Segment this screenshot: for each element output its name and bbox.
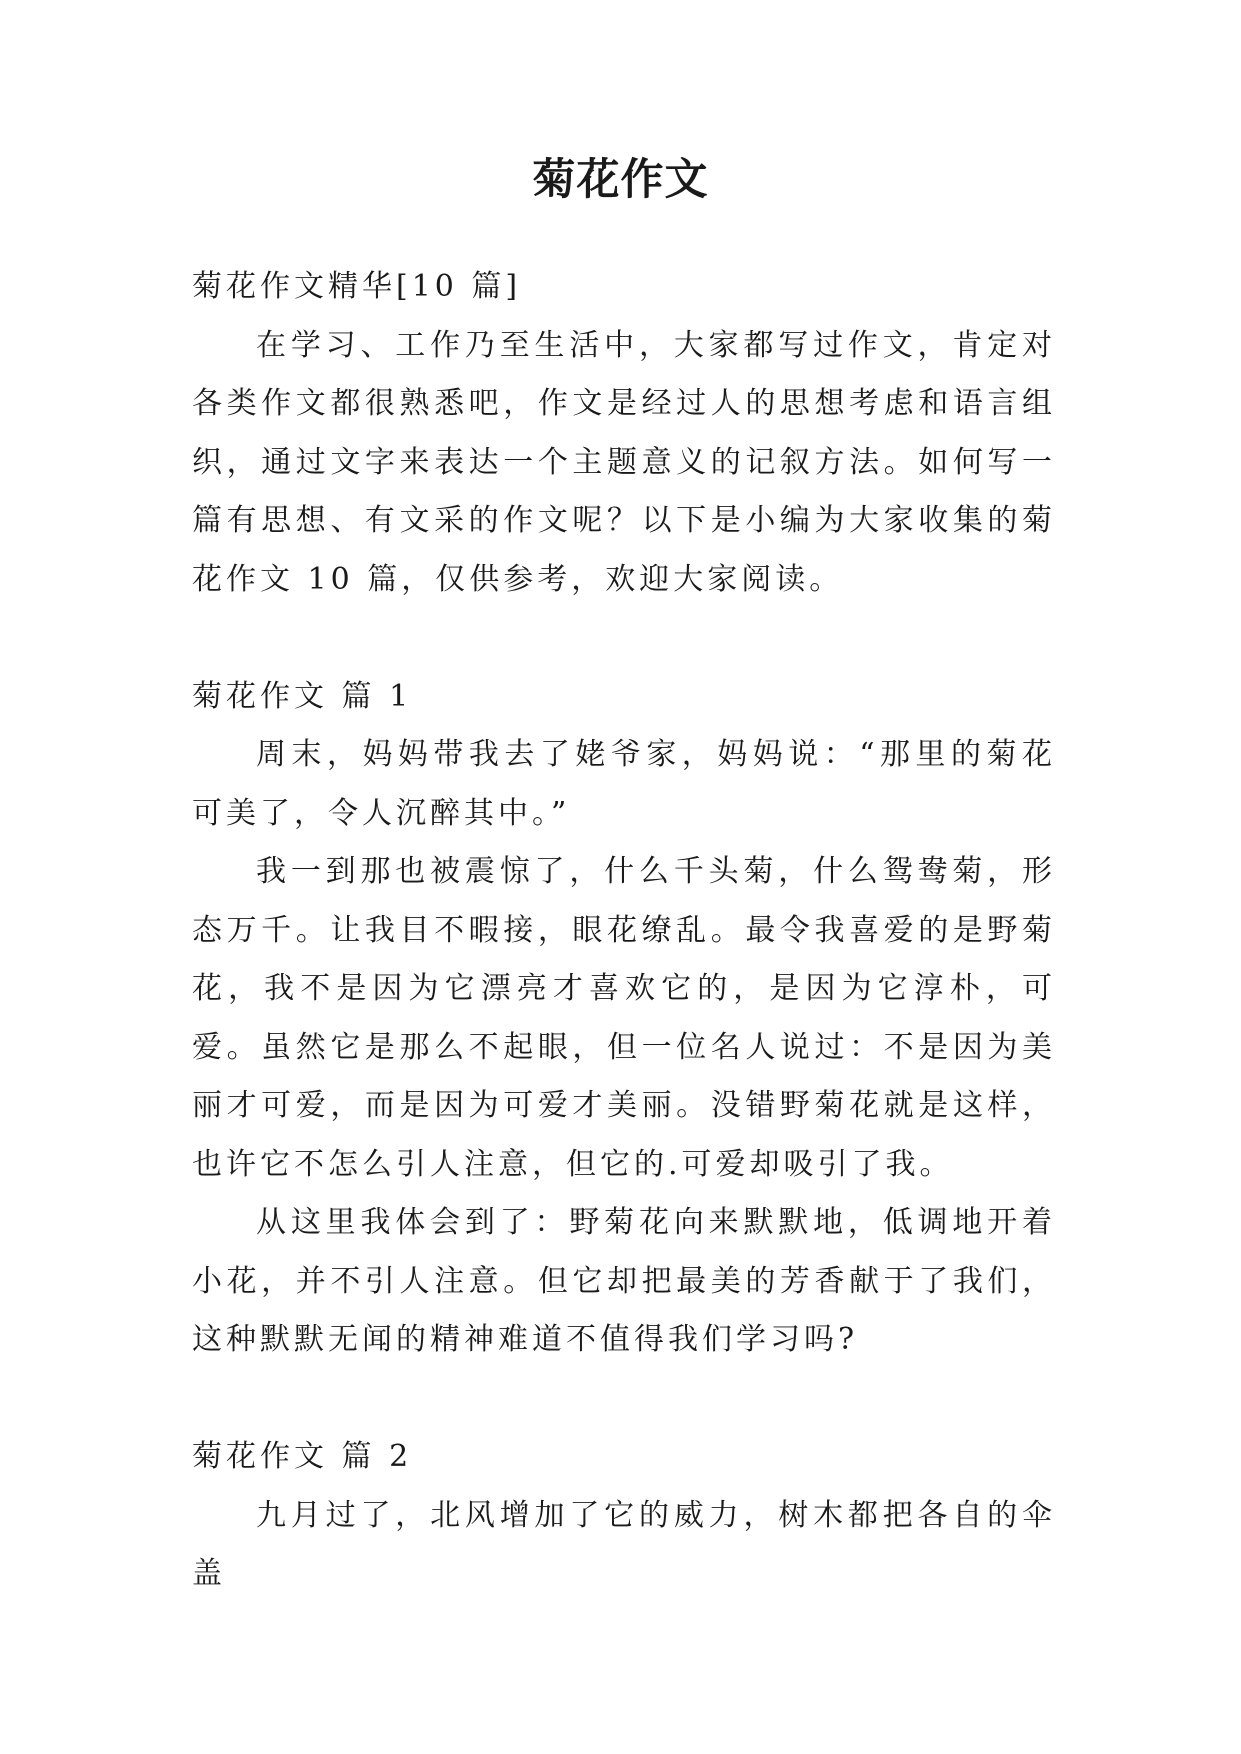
document-subtitle: 菊花作文精华[10 篇] xyxy=(192,269,522,304)
essay-1-heading: 菊花作文 篇 1 xyxy=(192,678,413,714)
essay-1-paragraph: 从这里我体会到了：野菊花向来默默地，低调地开着小花，并不引人注意。但它却把最美的芳香献于了我们，这种默默无闻的精神难道不值得我们学习吗? xyxy=(192,1205,1056,1357)
essay-2-paragraph: 九月过了，北风增加了它的威力，树木都把各自的伞盖 xyxy=(192,1497,1056,1591)
document-title: 菊花作文 xyxy=(532,155,709,205)
section-gap xyxy=(192,1370,1056,1429)
section-gap xyxy=(192,609,1056,668)
essay-2-heading: 菊花作文 篇 2 xyxy=(192,1439,413,1474)
essay-1-paragraph: 我一到那也被震惊了，什么千头菊，什么鸳鸯菊，形态万千。让我目不暇接，眼花缭乱。最令我喜爱的是野菊花，我不是因为它漂亮才喜欢它的，是因为它淳朴，可爱。虽然它是那么不起眼，但一位名人说过：不是因为美丽才可爱，而是因为可爱才美丽。没错野菊花就是这样，也许它不怎么引人注意，但它的.可爱却吸引了我。 xyxy=(192,854,1056,1182)
essay-1-paragraph: 周末，妈妈带我去了姥爷家，妈妈说：“那里的菊花可美了，令人沉醉其中。” xyxy=(192,737,1056,831)
intro-paragraph: 在学习、工作乃至生活中，大家都写过作文，肯定对各类作文都很熟悉吧，作文是经过人的思想考虑和语言组织，通过文字来表达一个主题意义的记叙方法。如何写一篇有思想、有文采的作文呢？以下是小编为大家收集的菊花作文 10 篇，仅供参考，欢迎大家阅读。 xyxy=(192,327,1056,597)
document-body xyxy=(192,258,1056,1604)
